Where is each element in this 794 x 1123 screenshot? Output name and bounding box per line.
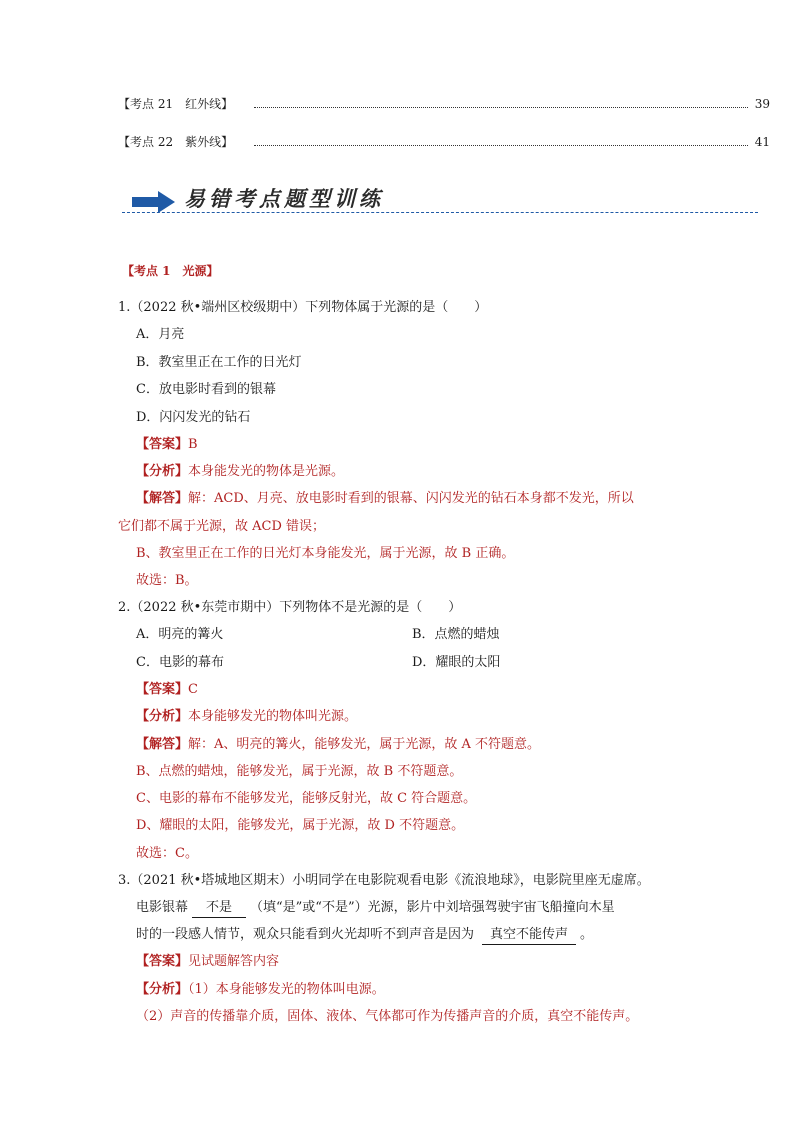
toc-page-number: 41 [754, 135, 770, 149]
answer-tag: 【答案】 [136, 954, 189, 969]
solution-line [136, 490, 634, 508]
answer-value: B [188, 437, 198, 452]
solution-line: B、教室里正在工作的日光灯本身能发光，属于光源，故 B 正确。 [136, 546, 515, 561]
option-d: D．闪闪发光的钻石 [136, 410, 251, 425]
solution-tag: 【解答】 [136, 737, 189, 752]
solution-line: B、点燃的蜡烛，能够发光，属于光源，故 B 不符题意。 [136, 764, 463, 779]
answer-line [136, 436, 198, 454]
analysis-tag: 【分析】 [136, 464, 189, 479]
analysis-line [136, 981, 385, 999]
answer-tag: 【答案】 [136, 682, 189, 697]
banner-divider [122, 212, 758, 213]
choose-line: 故选：C。 [136, 846, 198, 861]
option-a: A．明亮的篝火 [136, 627, 224, 642]
analysis-line: （2）声音的传播靠介质，固体、液体、气体都可作为传播声音的介质，真空不能传声。 [136, 1009, 639, 1024]
solution-tag: 【解答】 [136, 491, 189, 506]
fill-blank-answer: 不是 [192, 899, 246, 918]
toc-leader-dots [254, 107, 748, 108]
analysis-tag: 【分析】 [136, 709, 189, 724]
stem-text: （填“是”或“不是”）光源，影片中刘培强驾驶宇宙飞船撞向木星 [250, 900, 615, 915]
question-stem: 2.（2022 秋•东莞市期中）下列物体不是光源的是（ ） [118, 600, 462, 615]
solution-line: 它们都不属于光源，故 ACD 错误； [118, 519, 326, 534]
answer-value: 见试题解答内容 [188, 954, 280, 969]
toc-page-number: 39 [754, 97, 770, 111]
option-a: A．月亮 [136, 327, 185, 342]
toc-label: 【考点 21 红外线】 [118, 97, 234, 111]
option-b: B．教室里正在工作的日光灯 [136, 355, 302, 370]
banner-title: 易错考点题型训练 [184, 186, 384, 211]
answer-line [136, 681, 198, 699]
stem-text: 时的一段感人情节，观众只能看到火光却听不到声音是因为 [136, 927, 475, 942]
choose-line: 故选：B。 [136, 573, 198, 588]
analysis-text: 本身能够发光的物体叫光源。 [188, 709, 358, 724]
toc-label: 【考点 22 紫外线】 [118, 135, 234, 149]
solution-text: 解：A、明亮的篝火，能够发光，属于光源，故 A 不符题意。 [188, 737, 541, 752]
solution-line: C、电影的幕布不能够发光，能够反射光，故 C 符合题意。 [136, 791, 477, 806]
stem-text: 电影银幕 [136, 900, 189, 915]
toc-leader-dots [254, 145, 748, 146]
solution-line [136, 736, 540, 754]
option-c: C．放电影时看到的银幕 [136, 382, 276, 397]
option-d: D．耀眼的太阳 [412, 655, 501, 670]
analysis-tag: 【分析】 [136, 982, 189, 997]
question-stem-line [136, 926, 593, 945]
option-b: B．点燃的蜡烛 [412, 627, 500, 642]
fill-blank-answer: 真空不能传声 [482, 926, 576, 945]
stem-text: 。 [580, 927, 594, 942]
toc-row[interactable] [118, 95, 770, 113]
analysis-text: （1）本身能够发光的物体叫电源。 [188, 982, 385, 997]
answer-tag: 【答案】 [136, 437, 189, 452]
arrow-right-icon [132, 190, 176, 214]
question-stem-line [136, 899, 615, 918]
section-heading: 【考点 1 光源】 [122, 264, 219, 278]
answer-value: C [188, 682, 198, 697]
question-stem: 3.（2021 秋•塔城地区期末）小明同学在电影院观看电影《流浪地球》，电影院里座无虚席。 [118, 873, 650, 888]
toc-row[interactable] [118, 133, 770, 151]
solution-line: D、耀眼的太阳，能够发光，属于光源，故 D 不符题意。 [136, 818, 465, 833]
option-c: C．电影的幕布 [136, 655, 224, 670]
solution-text: 解：ACD、月亮、放电影时看到的银幕、闪闪发光的钻石本身都不发光，所以 [188, 491, 634, 506]
answer-line [136, 953, 279, 971]
analysis-text: 本身能发光的物体是光源。 [188, 464, 345, 479]
analysis-line [136, 708, 357, 726]
analysis-line [136, 463, 344, 481]
question-stem: 1.（2022 秋•端州区校级期中）下列物体属于光源的是（ ） [118, 300, 488, 315]
